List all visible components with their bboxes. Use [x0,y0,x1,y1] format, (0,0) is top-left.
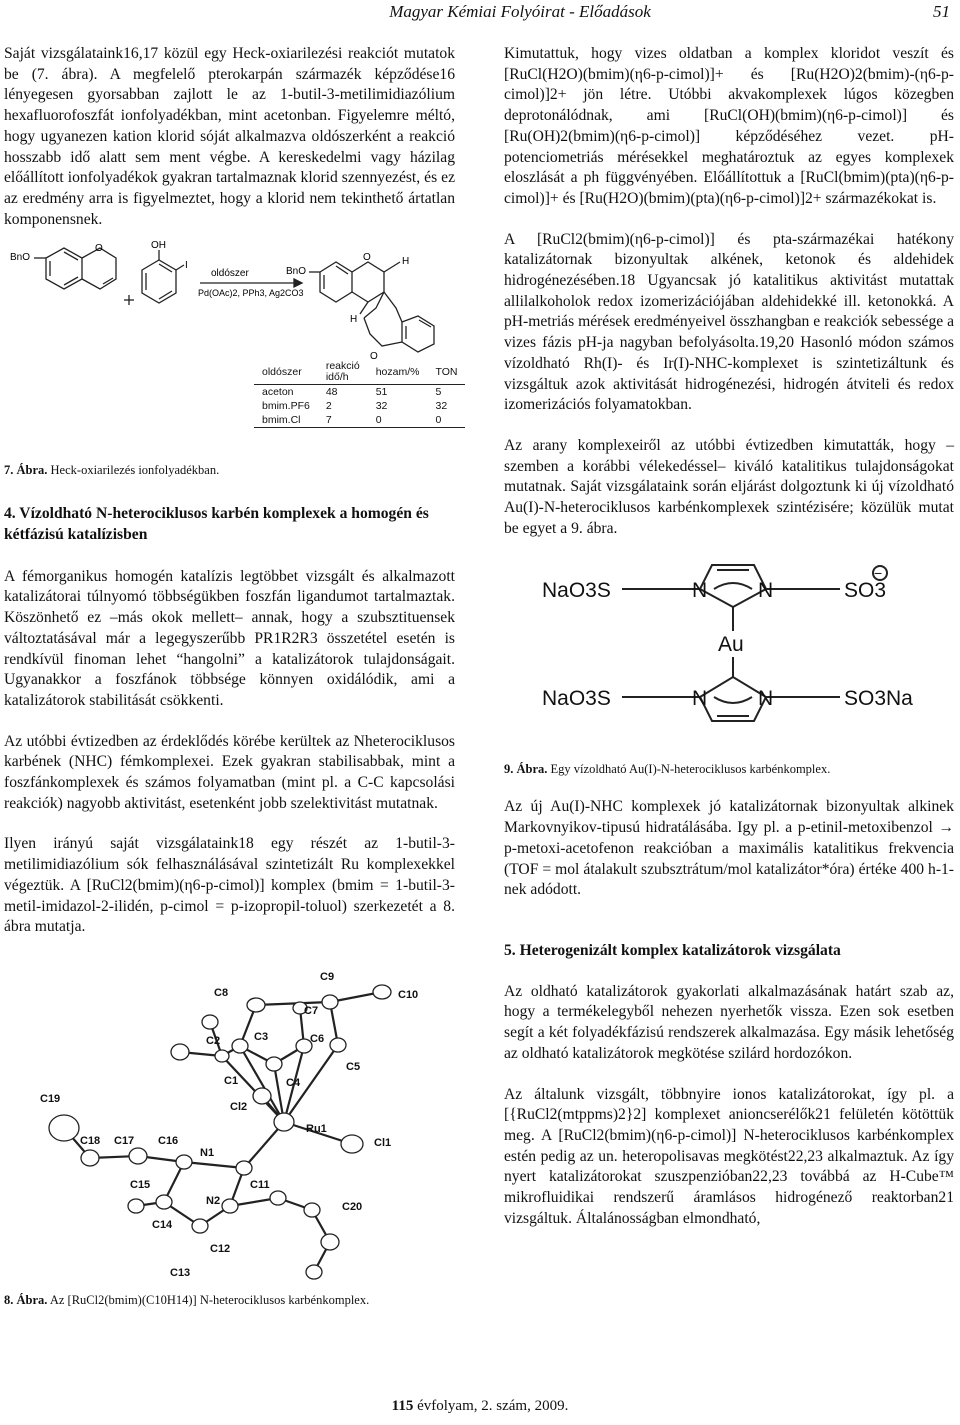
figure-8-caption [4,1292,455,1308]
sulfonate-label: SO3Na [844,687,913,711]
caption-text: Egy vízoldható Au(I)-N-heterociklusos karbénkomplex. [547,762,831,777]
table-row [254,399,465,413]
atom-label: C20 [342,1200,363,1213]
table-header-row [254,360,465,385]
paragraph: A [RuCl2(bmim)(η6-p-cimol)] és pta-származékai hatékony katalizátornak bizonyultak alkének, ketonok és aldehidek hidrogénezésében.18 Ugyancsak jó katalitikus aktivitást mutattak allilalkoholok redox izomerizációjában aldehidekké ill. ketonokká. A pH-metriás mérések eredményeivel összhangban e reakciók sebessége a vizes fázis pH-ja nagyban befolyásolta.19,20 Hasonló módon számos vízoldható Rh(I)- és Ir(I)-NHC-komplexet is szintetizáltunk és vizsgáltuk azok aktivitását hidrogénezési, hidrogén átviteli és redox izomerizációs folyamatokban. [504,230,954,414]
caption-text: Az [RuCl2(bmim)(C10H14)] N-heterociklusos karbénkomplex. [47,1292,370,1307]
paragraph: Az oldható katalizátorok gyakorlati alkalmazásának határt szab az, hogy a termékelegyből nehezen nyerhetők vissza. Ezen sok esetben segít a két folyadékfázisú rendszerek alkalmazása. Egy másik lehetőség az oldható katalizátorok megkötése szilárd hordozókon. [504,982,954,1062]
gold-label: Au [718,633,744,657]
section-4-title: 4. Vízoldható N-heterociklusos karbén komplexek a homogén és kétfázisú katalízisben [4,505,429,544]
atom-label: C18 [80,1134,101,1147]
atom-label: C6 [310,1032,325,1045]
oxygen-label: O [370,351,378,363]
atom-label: Cl2 [230,1100,248,1113]
page-number: 51 [933,2,950,21]
atom-label: Ru1 [306,1122,327,1135]
paragraph: Az utóbbi évtizedben az érdeklődés körébe kerültek az Nheterociklusos karbének (NHC) fémkomplexei. Ezek gyakran stabilisabbak, mint a foszfánkomplexek és számos folyamatban (mint pl. a C-C kapcsolási reakciók) nagyobb aktivitást, esetenként jobb szelektivitást mutatnak. [4,732,455,812]
bno-label: BnO [10,252,31,264]
caption-label: 9. Ábra. [504,762,548,777]
figure-8 [4,960,455,1282]
figure-9-structure [504,561,954,741]
atom-label: C10 [398,988,419,1001]
thermal-ellipsoids [49,985,391,1279]
atom-label: C7 [304,1004,319,1017]
figure-9 [504,561,954,741]
paragraph: Az általunk vizsgált, többnyire ionos katalizátorokat, így pl. a [{RuCl2(mtppms)2}2] komplexet anioncserélők21 felületén kötöttük meg. A [RuCl2(bmim)(η6-p-cimol)] N-heterociklusos karbénkomplex estén pedig az un. heteropolisavas megkötést22,23 alkalmaztuk. Az így nyert katalizátorokat szuszpenzióban22,23 továbbá az H-Cube™ mikrofluidikai rendszerű áramlásos hidrogénező reaktorban21 vizsgáltuk. Általánosságban elmondható, [504,1085,954,1227]
atom-label: C4 [286,1076,301,1089]
atom-label: C3 [254,1030,269,1043]
nitrogen-label: N [692,579,708,603]
table-cell: 48 [325,386,338,399]
atom-label: C19 [40,1092,61,1105]
nitrogen-label: N [758,687,774,711]
atom-labels [40,971,418,1279]
bno-product-label: BnO [286,266,307,278]
table-cell: 0 [435,414,442,427]
table-cell: aceton [262,386,294,399]
atom-label: C11 [250,1178,270,1191]
page-footer [0,1398,960,1415]
paragraph: Az új Au(I)-NHC komplexek jó katalizátornak bizonyultak alkinek Markovnyikov-tipusú hidratálásába. Igy pl. a p-etinil-metoxibenzol → p-metoxi-acetofenon reakcióban a maximális katalitikus frekvencia (TOF = mol átalakult szubsztrátum/mol katalizátor*óra) értéke 400 h-1-nek adódott. [504,798,954,899]
table-cell: 7 [325,414,332,427]
sulfonate-label: SO3 [844,579,887,603]
caption-text: Heck-oxiarilezés ionfolyadékban. [47,463,220,478]
paragraph: A fémorganikus homogén katalízis legtöbbet vizsgált és alkalmazott katalizátorai túlnyomó többségükben foszfán ligandumot tartalmaztak. Köszönhető ez –más okok mellett– annak, hogy a szubsztituensek változtatásával már a legegyszerűbb PR1R2R3 összetétel esetén is rendkívül finoman lehet “hangolni” a katalizátorok tulajdonságait. Ugyanakkor a foszfánok többsége könnyen oxidálódik, ami a katalizátorok stabilitását csökkenti. [4,567,455,709]
caption-label: 8. Ábra. [4,1292,48,1307]
sulfonate-label: NaO3S [542,579,611,603]
figure-7-caption [4,462,455,478]
atom-label: C1 [224,1074,239,1087]
journal-header: Magyar Kémiai Folyóirat - Előadások [389,2,651,21]
table-row [254,413,465,428]
figure-9-caption [504,761,954,777]
atom-label: C14 [152,1218,173,1231]
volume-number: 115 [391,1398,414,1414]
footer-text: évfolyam, 2. szám, 2009. [413,1398,569,1414]
section-5-title: 5. Heterogenizált komplex katalizátorok vizsgálata [504,941,841,959]
table-header: hozam/% [375,366,420,379]
table-cell: 32 [375,400,388,413]
atom-label: C9 [320,970,335,983]
caption-label: 7. Ábra. [4,463,48,478]
table-cell: 51 [375,386,388,399]
left-column [4,44,458,1308]
minus-sign: − [874,565,883,582]
table-cell: bmim.Cl [262,414,301,427]
atom-label: C5 [346,1060,361,1073]
oxygen-label: O [363,252,371,264]
hydrogen-label: H [350,314,358,326]
paragraph: Ilyen irányú saját vizsgálataink18 egy részét az 1-butil-3-metilimidiazólium sók felhasználásával szintetizált Ru komplexekkel végeztük. A [RuCl2(bmim)(η6-p-cimol)] komplex (bmim = 1-butil-3-metil-imidazol-2-ilidén, p-cimol = p-izopropil-toluol) szerkezetét a 8. ábra mutatja. [4,835,455,936]
nitrogen-label: N [692,687,708,711]
table-cell: 5 [435,386,442,399]
iodine-label: I [185,260,188,272]
atom-label: C8 [214,986,229,999]
atom-label: N1 [200,1146,215,1159]
figure-7 [4,238,458,456]
atom-label: C2 [206,1034,221,1047]
atom-label: Cl1 [374,1136,392,1149]
atom-label: C12 [210,1242,231,1255]
oh-label: OH [151,240,166,252]
arrow-top-label: oldószer [211,268,249,280]
table-cell: bmim.PF6 [262,400,310,413]
bonds [64,992,382,1272]
atom-label: C15 [130,1178,151,1191]
oxygen-label: O [95,243,103,255]
figure-8-ortep [4,960,455,1282]
arrow-bottom-label: Pd(OAc)2, PPh3, Ag2CO3 [198,288,304,299]
ton-table [254,360,465,428]
paragraph: Az arany komplexeiről az utóbbi évtizedben kimutatták, hogy –szemben a korábbi vélekedéssel– kiváló katalitikus tulajdonságokat mutatnak. Saját vizsgálataink során eljárást dolgoztunk ki új vízoldható Au(I)-N-heterociklusos karbénkomplexek szintézisére; közülük mutat be egyet a 9. ábra. [504,436,954,537]
paragraph: Kimutattuk, hogy vizes oldatban a komplex kloridot veszít és [RuCl(H2O)(bmim)(η6-p-cimol)]+ és [Ru(H2O)2(bmim)-(η6-p-cimol)]2+ jön létre. Utóbbi akvakomplexek lúgos közegben deprotonálódnak, ami [RuCl(OH)(bmim)(η6-p-cimol)] és [Ru(OH)2(bmim)(η6-p-cimol)] képződéséhez vezet. pH-potenciometriás mérésekkel meghatároztuk az egyes komplexek eloszlását a ph függvényében. Előállítottuk a [RuCl(bmim)(pta)(η6-p-cimol)]+ és [Ru(H2O)(bmim)(pta)(η6-p-cimol)]2+ származékokat is. [504,45,954,207]
right-column [504,44,954,1229]
sulfonate-label: NaO3S [542,687,611,711]
table-cell: 0 [375,414,382,427]
table-cell: 32 [435,400,448,413]
table-header: reakció idő/h [325,360,360,384]
table-cell: 2 [325,400,332,413]
table-header: oldószer [262,366,302,379]
atom-label: N2 [206,1194,221,1207]
atom-label: C17 [114,1134,135,1147]
atom-label: C13 [170,1266,191,1279]
hydrogen-label: H [402,256,410,268]
atom-label: C16 [158,1134,179,1147]
table-header: TON [435,366,458,379]
table-row [254,385,465,400]
nitrogen-label: N [758,579,774,603]
paragraph: Saját vizsgálataink16,17 közül egy Heck-oxiarilezési reakciót mutatok be (7. ábra). A megfelelő pterokarpán származék képződése16 lényegesen gyorsabban zajlott le az 1-butil-3-metilimidiazólium hexafluorofoszfát ionfolyadékban, mint acetonban. Figyelemre méltó, hogy ugyanezen kation klorid sóját alkalmazva oldószerként a reakció hosszabb idő alatt sem ment végbe. A kereskedelmi vagy házilag előállított ionfolyadékok gyakran tartalmaznak klorid szennyezést, és ez az eredmény arra is figyelmeztet, hogy a klorid nem tekinthető ártatlan komponensnek. [4,45,455,228]
